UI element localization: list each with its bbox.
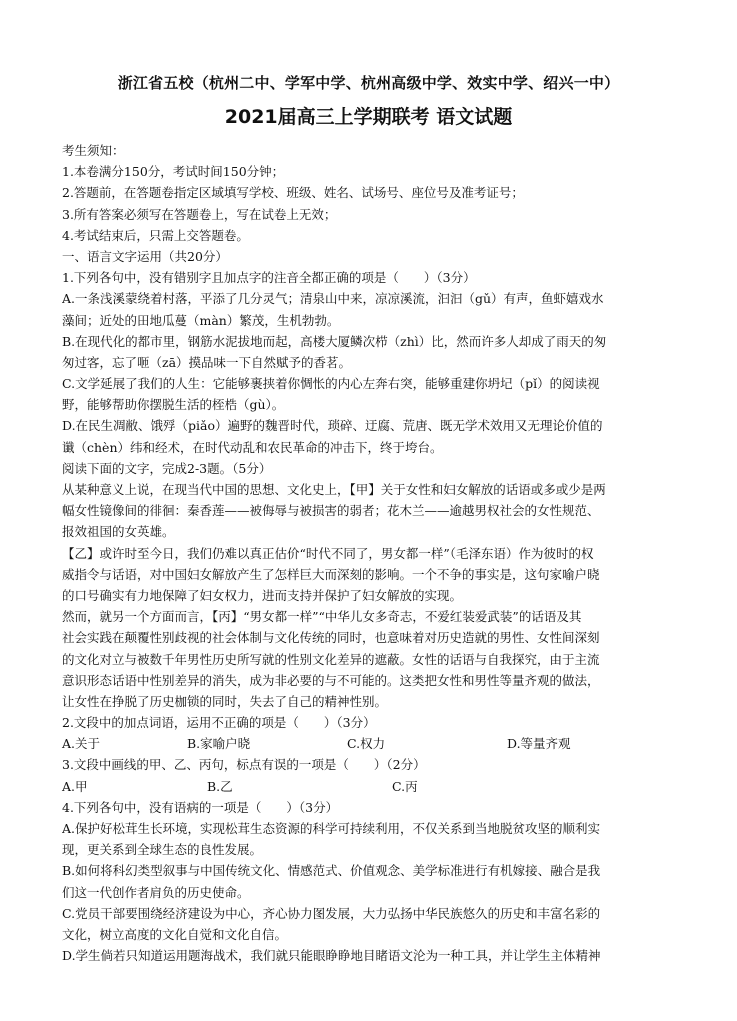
q1-option-c-cont: 野，能够帮助你摆脱生活的桎梏（gù）。 <box>62 397 285 413</box>
passage-line: 报效祖国的女英雄。 <box>62 524 175 540</box>
passage-line: 幅女性镜像间的徘徊：秦香莲——被侮辱与被损害的弱者；花木兰——逾越男权社会的女性规范、 <box>62 503 600 519</box>
q4-option-b: B.如何将科幻类型叙事与中国传统文化、情感范式、价值观念、美学标准进行有机嫁接、融合是我 <box>62 863 601 879</box>
reading-intro: 阅读下面的文字，完成2-3题。（5分） <box>62 460 272 476</box>
question-2-stem: 2.文段中的加点词语，运用不正确的项是（ ）（3分） <box>62 715 376 731</box>
q3-option-a: A.甲 <box>62 778 88 794</box>
notice-item: 3.所有答案必须写在答题卷上，写在试卷上无效； <box>62 206 337 222</box>
notice-item: 4.考试结束后，只需上交答题卷。 <box>62 227 249 243</box>
passage-line: 的口号确实有力地保障了妇女权力，进而支持并保护了妇女解放的实现。 <box>62 587 463 603</box>
q1-option-b-cont: 匆过客，忘了咂（zā）摸品味一下自然赋予的香茗。 <box>62 354 352 370</box>
q4-option-c-cont: 文化，树立高度的文化自觉和文化自信。 <box>62 926 288 942</box>
q1-option-c: C.文学延展了我们的人生：它能够裹挟着你惆怅的内心左奔右突，能够重建你坍圮（pǐ）的阅读视 <box>62 376 600 392</box>
q4-option-d: D.学生倘若只知道运用题海战术，我们就只能眼睁睁地目睹语文沦为一种工具，并让学生主体精神 <box>62 948 601 964</box>
question-3-stem: 3.文段中画线的甲、乙、丙句，标点有误的一项是（ ）（2分） <box>62 757 426 773</box>
q4-option-a: A.保护好松茸生长环境，实现松茸生态资源的科学可持续利用，不仅关系到当地脱贫攻坚的顺利实 <box>62 821 601 836</box>
notice-item: 1.本卷满分150分，考试时间150分钟； <box>62 164 285 180</box>
q4-option-c: C.党员干部要围绕经济建设为中心，齐心协力图发展，大力弘扬中华民族悠久的历史和丰富名彩的 <box>62 905 601 921</box>
q1-option-d-cont: 谶（chèn）纬和经术，在时代动乱和农民革命的冲击下，终于垮台。 <box>62 439 443 455</box>
passage-line: 威指令与话语，对中国妇女解放产生了怎样巨大而深刻的影响。一个不争的事实是，这句家喻户晓 <box>62 566 600 582</box>
passage-line: 社会实践在颠覆性别歧视的社会体制与文化传统的同时，也意味着对历史造就的男性、女性间深刻 <box>62 630 600 646</box>
q2-options <box>62 733 677 754</box>
question-1-stem: 1.下列各句中，没有错别字且加点字的注音全都正确的项是（ ）（3分） <box>62 270 476 286</box>
q2-option-d: D.等量齐观 <box>507 736 571 752</box>
q2-option-a: A.关于 <box>62 736 101 752</box>
q2-option-c: C.权力 <box>347 736 386 752</box>
notice-heading: 考生须知： <box>62 143 125 158</box>
passage-line: 的文化对立与被数千年男性历史所写就的性别文化差异的遮蔽。女性的话语与自我探究，由于主流 <box>62 651 600 667</box>
passage-line: 意识形态话语中性别差异的消失，成为非必要的与不可能的。这类把女性和男性等量齐观的做法， <box>62 672 600 688</box>
q2-option-b: B.家喻户晓 <box>187 736 251 752</box>
section-heading: 一、语言文字运用（共20分） <box>62 248 228 264</box>
q1-option-a: A.一条浅溪蒙绕着村落，平添了几分灵气；清泉山中来，凉凉溪流，汩汩（gǔ）有声，鱼虾嬉戏水 <box>62 291 604 307</box>
q3-options <box>62 776 677 797</box>
q1-option-b: B.在现代化的都市里，钢筋水泥拔地而起，高楼大厦鳞次栉（zhì）比，然而许多人却成了雨天的匆 <box>62 333 607 349</box>
passage-line: 从某种意义上说，在现当代中国的思想、文化史上，【甲】关于女性和妇女解放的话语或多或少是两 <box>62 482 606 497</box>
exam-body <box>62 140 677 966</box>
passage-line: 然而，就另一个方面而言，【丙】“男女都一样”“中华儿女多奇志，不爱红装爱武装”的话语及其 <box>62 609 582 625</box>
q1-option-d: D.在民生凋敝、饿殍（piǎo）遍野的魏晋时代，琐碎、迂腐、荒唐、既无学术效用又无理论价值的 <box>62 418 603 434</box>
school-line: 浙江省五校（杭州二中、学军中学、杭州高级中学、效实中学、绍兴一中） <box>117 74 620 92</box>
passage-line: 【乙】或许时至今日，我们仍难以真正估价“时代不同了，男女都一样”（毛泽东语）作为彼时的权 <box>62 545 594 561</box>
exam-title: 2021届高三上学期联考 语文试题 <box>224 106 513 128</box>
q4-option-b-cont: 们这一代创作者肩负的历史使命。 <box>62 884 250 900</box>
passage-line: 让女性在挣脱了历史枷锁的同时，失去了自己的精神性别。 <box>62 693 388 709</box>
q3-option-b: B.乙 <box>207 778 233 794</box>
question-4-stem: 4.下列各句中，没有语病的一项是（ ）（3分） <box>62 799 339 815</box>
q4-option-a-cont: 现，更关系到全球生态的良性发展。 <box>62 842 263 858</box>
q3-option-c: C.丙 <box>392 778 418 794</box>
q1-option-a-cont: 藻间；近处的田地瓜蔓（màn）繁茂，生机勃勃。 <box>62 312 340 328</box>
notice-item: 2.答题前，在答题卷指定区域填写学校、班级、姓名、试场号、座位号及准考证号； <box>62 185 524 201</box>
